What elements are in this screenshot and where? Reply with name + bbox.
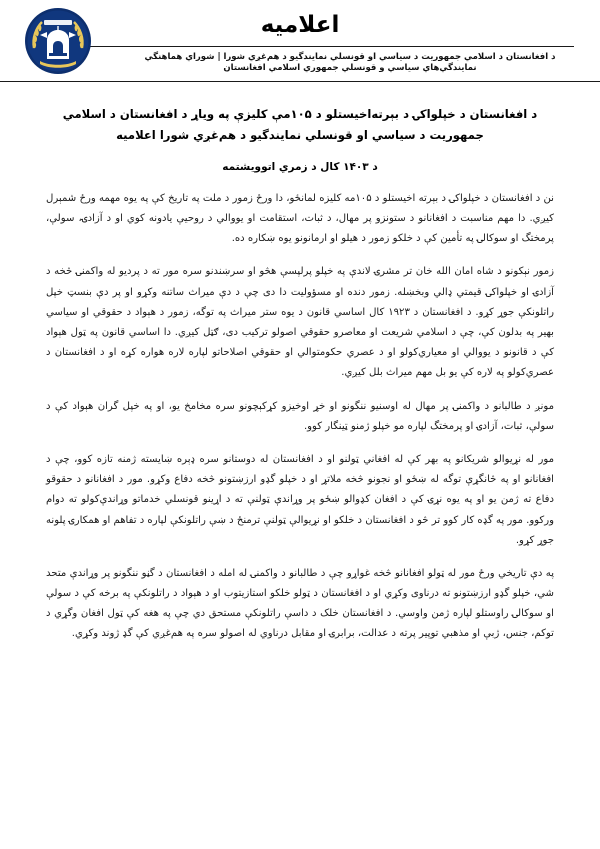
statement-paragraph: مونږ د طالبانو د واکمنۍ پر مهال له اوسنيو ننگونو او خړ اوخیزو کړکېچونو سره مخامخ يو، او په خپل گران هېواد کې د سولې، ثبات، آزادۍ او پرمختگ لپاره مو خپلو ژمنو ټينگار کوو. (46, 400, 554, 432)
statement-title: د افغانستان د خپلواکۍ د بېرته‌اخيستلو د ۱۰۵مې کليزې په وياړ د افغانستان د اسلامي جمهوريت د سياسي او قونسلي نمايندگيو د هم‌غږي شورا اعلاميه (62, 107, 538, 143)
header-subtitle: د افغانستان د اسلامي جمهوريت د سياسي او قونسلي نمايندگيو د هم‌غږي شورا | شوراي هماهنگي نمايندگي‌هاي سياسي و قونسلي جمهوري اسلامي افغانستان (144, 52, 556, 74)
page-title: اعلاميه (260, 12, 340, 38)
afghanistan-emblem-icon (22, 4, 94, 78)
document-header (0, 0, 600, 82)
statement-date: د ۱۴۰۳ کال د زمري اتوويشتمه (222, 160, 378, 173)
statement-paragraph: نن د افغانستان د خپلواکۍ د بېرته اخيستلو د ۱۰۵مه کليزه لمانځو، دا ورځ زمور د ملت په تاريخ کې په يوه مهمه ورځ شمېرل کيږي. دا مهم مناسبت د افغانانو د ستونزو پر مهال، د ثبات، استقامت او يووالي د روحيې يادونه کوي او د آزادۍ، سولې، پرمختگ او سوکالۍ په تأمين کې د خلکو زمور د هيلو او ارمانونو يوه ښکاره ده. (46, 192, 554, 245)
statement-paragraph: مور له نړيوالو شريکانو په بهر کې له افغاني ټولنو او د افغانستان له دوستانو سره ډېره ښايسته ژمنه تازه کوو، چې د افغانانو او په څانگړې توگه له ښځو او نجونو څخه ملاتړ او د خپلو گډو ارزښتونو څخه دفاع وکړو. مور د افغانانو د حقوقو دفاع ته ژمن يو او په يوه نړۍ کې د افغان کډوالو ښځو پر وړاندې ټولنې ته د اړينو قونسلي خدماتو وړاندې‌کولو ته دوام ورکوو. مور په گډه کار کوو تر څو د افغانستان د خلکو او نړيوالې ټولنې ترمنځ د ښې راتلونکې لپاره د تفاهم او همکارۍ پلونه جوړ کړو. (46, 453, 554, 546)
statement-paragraph: زمور نېکونو د شاه امان الله خان تر مشرۍ لاندې په خپلو پرلپسې هڅو او سرښندنو سره مور ته د پردیو له واکمنۍ څخه د آزادۍ او خپلواکۍ قيمتي ډالي وبخښله. زمور دنده او مسؤوليت دا دی چې د دې ميراث ساتنه وکړو او پر دې بنسټ خپل راتلونکې جوړ کړو. د افغانستان د ۱۹۲۳ کال اساسي قانون د يوه ستر ميراث په توگه، زمور د هېواد د حقوقي او سياسي بهير په بدلون کې، چې د اسلامي شريعت او معاصرو حقوقي اصولو ترکيب دی، ګټل کيږي. دا اساسي قانون په ټول هېواد کې د قانونو د يووالي او معياري‌کولو او د عصري حکومتوالي او حقوقي اصلاحاتو لپاره لاره هواره کړه او د افغانستان د عصري‌کولو په لاره کې يو بل مهم ميراث بلل کيږي. (46, 266, 554, 379)
header-divider (26, 46, 574, 47)
statement-paragraph: په دې تاريخي ورځ مور له ټولو افغانانو څخه غواړو چې د طالبانو د واکمنۍ له امله د افغانستان د گڼو ننگونو پر وړاندې متحد شي، خپلو گډو ارزښتونو ته درناوی وکړي او د افغانستان د ټولو خلکو استازيتوب او د هېواد د راتلونکې په برخه کې د سولې او سوکالۍ راوستلو لپاره ژمن واوسي. د افغانستان خلک د داسې راتلونکې مستحق دي چې په هغه کې ټول افغان وگړي د توکم، جنس، ژبې او مذهبي توپير پرته د عدالت، برابرۍ او مقابل درناوي له اصولو سره په هم‌غږي کې گډ ژوند وکړي. (46, 567, 554, 640)
document-body (0, 82, 600, 645)
